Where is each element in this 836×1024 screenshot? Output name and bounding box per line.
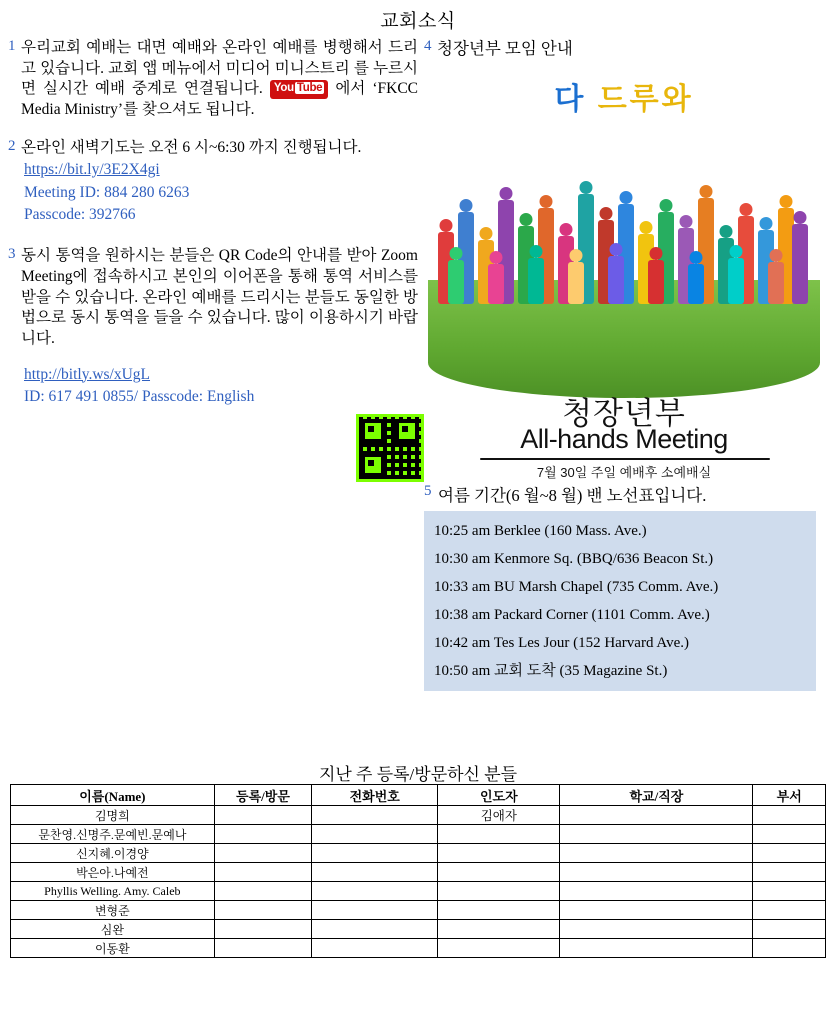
schedule-box [424, 511, 816, 691]
cell-name: 박은아.나예전 [11, 863, 215, 882]
cell-registration [214, 825, 311, 844]
cell-guide [438, 863, 560, 882]
cell-school [560, 863, 753, 882]
notice-item-2 [8, 138, 418, 226]
poster-banner-part1: 다 [554, 82, 587, 116]
cell-phone [312, 901, 438, 920]
youtube-icon [270, 80, 328, 98]
cell-name: 이동환 [11, 939, 215, 958]
table-row [11, 844, 826, 863]
visitors-table [10, 784, 826, 958]
cell-school [560, 920, 753, 939]
schedule-heading-text: 여름 기간(6 월~8 월) 밴 노선표입니다. [438, 485, 707, 505]
cell-registration [214, 920, 311, 939]
notice-number-1: 1 [8, 38, 16, 54]
poster-banner [428, 74, 820, 118]
cell-name: 문찬영.신명주.문예빈.문예나 [11, 825, 215, 844]
table-row [11, 920, 826, 939]
schedule-row: 10:33 am BU Marsh Chapel (735 Comm. Ave.) [434, 578, 719, 595]
cell-name: 심완 [11, 920, 215, 939]
notice-item-4 [424, 38, 828, 60]
column-header-guide: 인도자 [438, 785, 560, 806]
page-title: 교회소식 [380, 11, 456, 32]
notice-number-4: 4 [424, 38, 432, 54]
cell-name: 김명희 [11, 806, 215, 825]
cell-phone [312, 939, 438, 958]
cell-school [560, 882, 753, 901]
notice-number-3: 3 [8, 246, 16, 263]
cell-guide [438, 882, 560, 901]
qr-eye-top-right [395, 419, 419, 443]
zoom-meeting-id-dawn: Meeting ID: 884 280 6263 [24, 183, 190, 201]
right-column [424, 38, 828, 691]
cell-guide [438, 901, 560, 920]
schedule-heading [424, 482, 828, 506]
poster-heading: 청장년부 모임 안내 [437, 39, 573, 58]
poster-underline [480, 458, 770, 460]
poster-title-english: All-hands Meeting [520, 423, 728, 454]
notice-body-1 [21, 38, 418, 120]
cell-registration [214, 806, 311, 825]
cell-school [560, 939, 753, 958]
schedule-row: 10:30 am Kenmore Sq. (BBQ/636 Beacon St.) [434, 550, 714, 567]
cell-registration [214, 844, 311, 863]
cell-department [753, 939, 826, 958]
cell-school [560, 806, 753, 825]
table-row [11, 882, 826, 901]
cell-phone [312, 825, 438, 844]
table-row [11, 863, 826, 882]
cell-phone [312, 863, 438, 882]
zoom-link-dawn-prayer[interactable]: https://bit.ly/3E2X4gi [24, 161, 160, 179]
cell-department [753, 920, 826, 939]
cell-registration [214, 939, 311, 958]
column-header-school: 학교/직장 [560, 785, 753, 806]
schedule-row: 10:25 am Berklee (160 Mass. Ave.) [434, 522, 647, 539]
qr-eye-top-left [361, 419, 385, 443]
notice-item-3 [8, 246, 418, 408]
notice-number-5: 5 [424, 482, 432, 499]
column-header-registration: 등록/방문 [214, 785, 311, 806]
cell-department [753, 844, 826, 863]
cell-department [753, 901, 826, 920]
notice-body-2 [21, 138, 418, 159]
column-header-name: 이름(Name) [11, 785, 215, 806]
schedule-row: 10:50 am 교회 도착 (35 Magazine St.) [434, 662, 668, 679]
cell-registration [214, 901, 311, 920]
poster-banner-part2: 드루와 [597, 82, 694, 116]
cell-name: Phyllis Welling. Amy. Caleb [11, 882, 215, 901]
cell-school [560, 825, 753, 844]
column-header-department: 부서 [753, 785, 826, 806]
table-row [11, 806, 826, 825]
notice-text-2: 온라인 새벽기도는 오전 6 시~6:30 까지 진행됩니다. [21, 139, 362, 157]
youtube-word-2: Tube [296, 82, 323, 95]
zoom-passcode-dawn: Passcode: 392766 [24, 205, 136, 223]
cell-school [560, 901, 753, 920]
zoom-id-passcode-interpretation: ID: 617 491 0855/ Passcode: English [24, 387, 255, 405]
notice-number-2: 2 [8, 138, 16, 155]
cell-guide [438, 825, 560, 844]
cell-name: 신지혜.이경양 [11, 844, 215, 863]
cell-guide [438, 939, 560, 958]
cell-guide: 김애자 [438, 806, 560, 825]
cell-phone [312, 844, 438, 863]
left-column [8, 38, 418, 420]
poster-title-korean: 청장년부 [562, 395, 686, 431]
table-header-row [11, 785, 826, 806]
poster-image [428, 72, 820, 480]
poster-crowd-illustration [434, 118, 814, 304]
cell-phone [312, 806, 438, 825]
cell-phone [312, 882, 438, 901]
cell-school [560, 844, 753, 863]
cell-guide [438, 844, 560, 863]
cell-registration [214, 882, 311, 901]
schedule-row: 10:38 am Packard Corner (1101 Comm. Ave.) [434, 606, 710, 623]
notice-text-1a: 우리교회 예배는 대면 예배와 온라인 예배를 병행해서 드리고 있습니다. 교회 앱 메뉴에서 미디어 미니스트리 를 누르시면 실시간 예배 중계로 연결됩니다. [21, 39, 418, 98]
notice-body-3 [21, 246, 418, 349]
cell-department [753, 863, 826, 882]
table-row [11, 939, 826, 958]
cell-department [753, 882, 826, 901]
cell-registration [214, 863, 311, 882]
poster-subtitle: 7월 30일 주일 예배후 소예배실 [536, 464, 712, 480]
notice-text-1b: 에서 ‘FKCC Media Ministry’를 찾으셔도 됩니다. [21, 80, 419, 118]
cell-department [753, 806, 826, 825]
qr-eye-bottom-left [361, 453, 385, 477]
qr-code-icon[interactable] [356, 414, 424, 482]
cell-guide [438, 920, 560, 939]
table-row [11, 901, 826, 920]
notice-text-3: 동시 통역을 원하시는 분들은 QR Code의 안내를 받아 Zoom Meeting에 접속하시고 본인의 이어폰을 통해 통역 서비스를 받을 수 있습니다. 온라인 예배를 드리시는 분들도 동일한 방법으로 동시 통역을 들을 수 있습니다. 많이 이용하시기 바랍니다. [21, 247, 418, 347]
youtube-word-1: You [273, 82, 294, 95]
cell-phone [312, 920, 438, 939]
cell-department [753, 825, 826, 844]
column-header-phone: 전화번호 [312, 785, 438, 806]
schedule-row: 10:42 am Tes Les Jour (152 Harvard Ave.) [434, 634, 689, 651]
notice-item-1 [8, 38, 418, 120]
table-row [11, 825, 826, 844]
zoom-link-interpretation[interactable]: http://bitly.ws/xUgL [24, 365, 151, 383]
cell-name: 변형준 [11, 901, 215, 920]
visitors-table-title: 지난 주 등록/방문하신 분들 [318, 765, 518, 784]
